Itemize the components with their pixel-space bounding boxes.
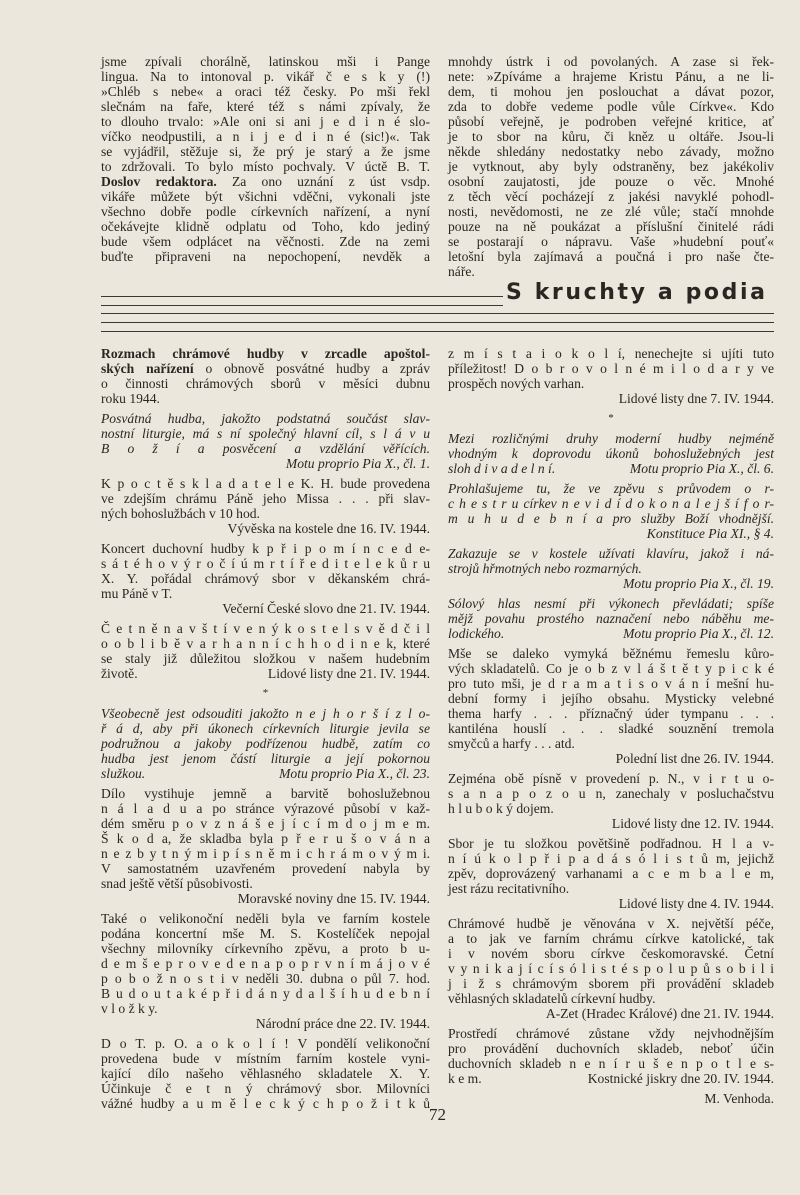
source-citation: Lidové listy dne 21. IV. 1944. <box>267 666 430 681</box>
text-line: vhodným k doprovodu úkonů bohoslužebných jest <box>448 446 774 461</box>
section-title: S kruchty a podia <box>506 280 768 305</box>
source-citation: Lidové listy dne 12. IV. 1944. <box>611 816 774 831</box>
text-line: c h e s t r u církev n e v i d í d o k o n a l e j š í f o r- <box>448 496 774 511</box>
text-fragment: služkou. <box>101 766 146 781</box>
text-line: smyčců a harfy . . . atd. <box>448 736 575 751</box>
text-line: vážné hudby a u m ě l e c k ý c h p o ž i t k ů <box>101 1096 430 1111</box>
text-line: v y n i k a j í c í s ó l i s t é s p o l u p ů s o b i l i <box>448 961 774 976</box>
text-line: Účinkuje č e t n ý chrámový sbor. Milovníci <box>101 1081 430 1096</box>
text-line: provedena bude v místním farním kostele vyni- <box>101 1051 430 1066</box>
text-line: j i ž s chrámovým sborem při provádění skladeb <box>448 976 774 991</box>
text-line: zpěv, doprovázený varhanami a c e m b a l e m, <box>448 866 774 881</box>
text-line: hudba jest jenom částí liturgie a její pokornou <box>101 751 430 766</box>
text-line: Sólový hlas nesmí při výkonech převládati; spíše <box>448 596 774 611</box>
text-line <box>101 346 430 361</box>
text-line: ve zdejším chrámu Páně jeho Missa . . . při slav- <box>101 491 430 506</box>
paragraph <box>448 771 774 831</box>
text-line: i v novém sboru církve českomoravské. Četní <box>448 946 774 961</box>
staff-line <box>101 322 774 323</box>
paragraph <box>448 836 774 911</box>
text-line: X. Y. pořádal chrámový sbor v děkanském chrá- <box>101 571 430 586</box>
text-line: očekávejte klidně odplatu od Toho, kdo jediný <box>101 219 430 234</box>
staff-line <box>101 313 774 314</box>
text-line: »Chléb s nebe« a oraci též česky. Po mši řekl <box>101 84 430 99</box>
text-line: je vytknout, aby byly odstraněny, bez jakékoliv <box>448 159 774 174</box>
source-citation: Polední list dne 26. IV. 1944. <box>615 751 774 766</box>
text-line: d e m š e p r o v e d e n a p o p r v n í m á j o v é <box>101 956 430 971</box>
staff-line <box>101 331 774 332</box>
paragraph <box>101 621 430 681</box>
text-line: n á l a d u a po stránce výrazové působí v kaž- <box>101 801 430 816</box>
text-line: Mše se daleko vymyká běžnému řemeslu kůro- <box>448 646 774 661</box>
bold-lead: Rozmach chrámové hudby v zrcadle apoštol- <box>101 346 430 361</box>
source-citation: Konstituce Pia XI., § 4. <box>646 526 774 541</box>
text-line: někde shledány nedostatky nebo závady, možno <box>448 144 774 159</box>
text-fragment: sloh d i v a d e l n í. <box>448 461 556 476</box>
text-line: to dlouho trvalo: »Ale oni si ani j e d i n é slo- <box>101 114 430 129</box>
text-line: Zejména obě písně v provedení p. N., v i r t u o- <box>448 771 774 786</box>
source-citation: Vývěska na kostele dne 16. IV. 1944. <box>227 521 430 536</box>
text-line: příležitost! D o b r o v o l n é m i l o d a r y ve <box>448 361 774 376</box>
source-citation: Motu proprio Pia X., čl. 19. <box>623 576 774 591</box>
text-line: K p o c t ě s k l a d a t e l e K. H. bude provedena <box>101 476 430 491</box>
paragraph <box>101 54 430 264</box>
text-line: mu Páně v T. <box>101 586 173 601</box>
text-line: snad ještě větší působivosti. <box>101 876 253 891</box>
text-line: mnohdy ústrk i od povolaných. A zase si řek- <box>448 54 774 69</box>
text-line: D o T. p. O. a o k o l í ! V pondělí velikonoční <box>101 1036 430 1051</box>
text-fragment: o obnově posvátné hudby a zpráv <box>193 361 431 376</box>
text-line: n e z b y t n ý m i p í s n ě m i c h r á m o v ý m i. <box>101 846 430 861</box>
quotation <box>101 706 430 781</box>
text-line: všechny milovníky církevního zpěvu, a proto b u- <box>101 941 430 956</box>
text-line: h l u b o k ý dojem. <box>448 801 554 816</box>
text-line: vých skladatelů. Co je o b z v l á š t ě t y p i c k é <box>448 661 774 676</box>
paragraph <box>448 54 774 279</box>
text-line: Prohlašujeme tu, že ve zpěvu s průvodem o r- <box>448 481 774 496</box>
separator-asterisk: * <box>608 412 614 424</box>
text-line: kantiléna houslí . . . sladké souznění tremola <box>448 721 774 736</box>
text-line <box>101 174 430 189</box>
top-left-column <box>101 54 430 269</box>
text-line: Koncert duchovní hudby k p ř i p o m í n c e d e- <box>101 541 430 556</box>
text-line: pro tuto mši, je d r a m a t i s o v á n í mešní hu- <box>448 676 774 691</box>
text-line: n í ú k o l p ř i p a d á s ó l i s t ů m, jejichž <box>448 851 774 866</box>
text-line-with-source <box>101 766 430 781</box>
paragraph <box>448 1026 774 1086</box>
text-fragment: lodického. <box>448 626 505 641</box>
text-line: všechno dobře podle církevních nařízení, a nyní <box>101 204 430 219</box>
text-line: roku 1944. <box>101 391 160 406</box>
lower-left-column <box>101 346 430 1116</box>
text-line: Chrámové hudbě je věnována v X. největší péče, <box>448 916 774 931</box>
text-line: to zdržovali. To bylo místo pochvaly. V úctě B. T. <box>101 159 430 174</box>
text-fragment: Za ono uznání z úst vsdp. <box>216 174 430 189</box>
text-line: Také o velikonoční neděli byla ve farním kostele <box>101 911 430 926</box>
text-line: s á t é h o v ý r o č í ú m r t í ř e d i t e l e k ů r u <box>101 556 430 571</box>
text-line: z m í s t a i o k o l í, nenechejte si ujíti tuto <box>448 346 774 361</box>
bold-lead: Doslov redaktora. <box>101 174 217 189</box>
text-line-with-source <box>448 626 774 641</box>
text-fragment: životě. <box>101 666 138 681</box>
paragraph <box>448 916 774 1021</box>
text-line: náře. <box>448 264 475 279</box>
source-citation: Motu proprio Pia X., čl. 6. <box>629 461 774 476</box>
text-line-with-source <box>101 666 430 681</box>
page-number: 72 <box>429 1105 446 1124</box>
text-line: B u d o u t a k é p ř i d á n y d a l š í h u d e b n í <box>101 986 430 1001</box>
source-citation: Kostnické jiskry dne 20. IV. 1944. <box>587 1071 774 1086</box>
text-line: Prostředí chrámové zůstane vždy nejvhodnějším <box>448 1026 774 1041</box>
paragraph <box>448 346 774 406</box>
text-line: buďte připraveni na nepochopení, nevděk a <box>101 249 430 264</box>
text-line: jest rázu recitativního. <box>448 881 570 896</box>
text-line: pouze na ně poukázat a příslušní činitelé rádi <box>448 219 774 234</box>
text-line: dém směru p o v z n á š e j í c í m d o j m e m. <box>101 816 430 831</box>
text-line: s a n a p o z o u n, zanechaly v posluchačstvu <box>448 786 774 801</box>
text-line: z těch věcí pocházejí z jakési navyklé pohodl- <box>448 189 774 204</box>
text-line: dem, ti mohou jen poslouchat a dávat pozor, <box>448 84 774 99</box>
text-line: zda to dobře vedeme podle vůle Církve«. Kdo <box>448 99 774 114</box>
text-line: Zakazuje se v kostele užívati klavíru, jakož i ná- <box>448 546 774 561</box>
text-line: prospěch nových varhan. <box>448 376 585 391</box>
text-line: a to jak ve farním chrámu církve katolické, tak <box>448 931 774 946</box>
text-line: podána koncertní mše M. S. Kostelíček nepojal <box>101 926 430 941</box>
text-line: působí veřejně, je podroben veřejné kritice, ať <box>448 114 774 129</box>
paragraph <box>101 1036 430 1111</box>
text-line: o o b l i b ě v a r h a n n í c h h o d i n e k, které <box>101 636 430 651</box>
paragraph <box>448 646 774 766</box>
text-line <box>101 361 430 376</box>
source-citation: Národní práce dne 22. IV. 1944. <box>255 1016 430 1031</box>
paragraph <box>101 786 430 906</box>
source-citation: Lidové listy dne 7. IV. 1944. <box>618 391 774 406</box>
author-signature: M. Venhoda. <box>704 1091 774 1106</box>
source-citation: Moravské noviny dne 15. IV. 1944. <box>237 891 430 906</box>
text-line: Dílo vystihuje jemně a barvitě bohoslužebnou <box>101 786 430 801</box>
text-line: se postarají o nápravu. Vaše »hudební pouť« <box>448 234 774 249</box>
paragraph <box>101 346 430 406</box>
text-line: věhlasných skladatelů církevní hudby. <box>448 991 656 1006</box>
source-citation: Motu proprio Pia X., čl. 12. <box>623 626 774 641</box>
text-line: Posvátná hudba, jakožto podstatná součást slav- <box>101 411 430 426</box>
text-line: Sbor je tu složkou povětšině podřadnou. H l a v- <box>448 836 774 851</box>
text-line: se staly již důležitou složkou v našem hudebním <box>101 651 430 666</box>
text-line: p o b o ž n o s t i v neděli 30. dubna o půl 7. hod. <box>101 971 430 986</box>
bold-lead: ských nařízení <box>101 361 194 376</box>
text-line: Š k o d a, že skladba byla p ř e r u š o v á n a <box>101 831 430 846</box>
quotation <box>448 481 774 541</box>
separator-asterisk: * <box>262 687 269 699</box>
text-line: mějž povahu prostého naznačení nebo náběhu me- <box>448 611 774 626</box>
text-line: thema harfy . . . příznačný úder tympanu . . . <box>448 706 774 721</box>
source-citation: A-Zet (Hradec Králové) dne 21. IV. 1944. <box>545 1006 774 1021</box>
source-citation: Motu proprio Pia X., čl. 23. <box>279 766 430 781</box>
text-line: ř á d, aby při úkonech církevních liturgie jevila se <box>101 721 430 736</box>
text-line: podružnou a jakoby podřízenou hudbě, zatím co <box>101 736 430 751</box>
text-line: vikáře můžete být všichni vděčni, vykonali jste <box>101 189 430 204</box>
text-line: jsme zpívali chorálně, latinskou mši i Pange <box>101 54 430 69</box>
quotation <box>101 411 430 471</box>
text-line: Všeobecně jest odsouditi jakožto n e j h o r š í z l o- <box>101 706 430 721</box>
text-line: je to sbor na kůru, či kněz u oltáře. Jsou-li <box>448 129 774 144</box>
text-fragment: k e m. <box>448 1071 482 1086</box>
text-line: kající dílo našeho věhlasného skladatele X. Y. <box>101 1066 430 1081</box>
text-line: nete: »Zpíváme a hrajeme Kristu Pánu, a ne li- <box>448 69 774 84</box>
text-line: ných bohoslužbách v 10 hod. <box>101 506 260 521</box>
text-line: dební formy i jejího obsahu. Mysticky velebné <box>448 691 774 706</box>
text-line: slečnám na faře, které též s námi zpívaly, že <box>101 99 430 114</box>
text-line: se vyjádřil, stěžuje si, že prý je starý a že jsme <box>101 144 430 159</box>
staff-line <box>101 296 503 297</box>
text-line: nostní liturgie, má s ní společný hlavní cíl, s l á v u <box>101 426 430 441</box>
text-line: duchovních skladeb n e n í r u š e n p o t l e s- <box>448 1056 774 1071</box>
paragraph <box>101 476 430 536</box>
source-citation: Večerní České slovo dne 21. IV. 1944. <box>222 601 430 616</box>
text-line: v l o ž k y. <box>101 1001 158 1016</box>
quotation <box>448 546 774 591</box>
text-line-with-source <box>448 1071 774 1086</box>
paragraph <box>101 911 430 1031</box>
text-line: Č e t n ě n a v š t í v e n ý k o s t e l s v ě d č i l <box>101 621 430 636</box>
quotation <box>448 431 774 476</box>
text-line-with-source <box>448 461 774 476</box>
text-line: o činnosti chrámových sborů v měsíci dubnu <box>101 376 430 391</box>
staff-line <box>101 305 503 306</box>
paragraph <box>101 541 430 616</box>
lower-right-column <box>448 346 774 1106</box>
text-line: nosti, nevědomosti, ne ze zlé vůle; stačí mnohde <box>448 204 774 219</box>
text-line: bude všem odplácet na věčnosti. Zde na zemi <box>101 234 430 249</box>
text-line: V samostatném uzavřeném provedení nabyla by <box>101 861 430 876</box>
source-citation: Motu proprio Pia X., čl. 1. <box>285 456 430 471</box>
text-line: letošní byla zajímavá a poučná i pro naše čte- <box>448 249 774 264</box>
text-line: m u h u d e b n í a pro služby Boží vhodnější. <box>448 511 774 526</box>
text-line: pro provádění duchovních skladeb, neboť účin <box>448 1041 774 1056</box>
text-line: strojů hřmotných nebo rozmarných. <box>448 561 642 576</box>
quotation <box>448 596 774 641</box>
text-line: osobní zaujatosti, jde pouze o věc. Mnohé <box>448 174 774 189</box>
text-line: Mezi rozličnými druhy moderní hudby nejméně <box>448 431 774 446</box>
text-line: víčko neodpustili, a n i j e d i n é (sic!)«. Tak <box>101 129 430 144</box>
source-citation: Lidové listy dne 4. IV. 1944. <box>618 896 774 911</box>
text-line: lingua. Na to intonoval p. vikář č e s k y (!) <box>101 69 430 84</box>
top-right-column <box>448 54 774 284</box>
text-line: B o ž í a posvěcení a vzdělání věřících. <box>101 441 430 456</box>
